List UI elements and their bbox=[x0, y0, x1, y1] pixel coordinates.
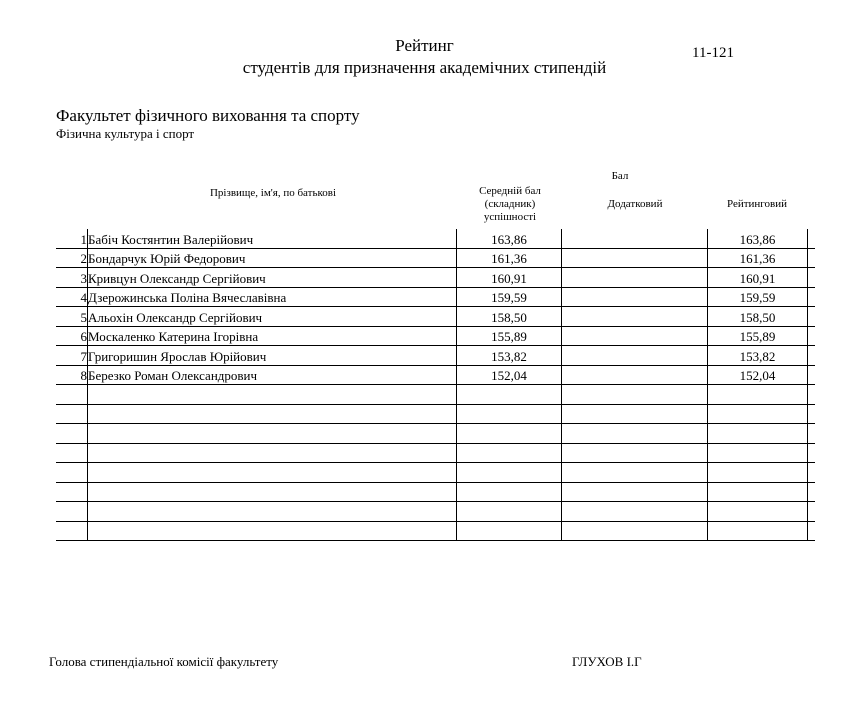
rating-score: 163,86 bbox=[708, 229, 808, 248]
table-row bbox=[56, 404, 815, 424]
row-end-cell bbox=[808, 502, 816, 522]
student-name bbox=[88, 482, 457, 502]
score-group-header: Бал bbox=[611, 170, 629, 182]
average-score: 159,59 bbox=[457, 287, 562, 307]
row-number: 7 bbox=[56, 346, 88, 366]
row-number bbox=[56, 463, 88, 483]
rating-score bbox=[708, 463, 808, 483]
additional-score bbox=[562, 365, 708, 385]
additional-score bbox=[562, 521, 708, 541]
table-row bbox=[56, 521, 815, 541]
average-score: 155,89 bbox=[457, 326, 562, 346]
table-row bbox=[56, 443, 815, 463]
table-row bbox=[56, 365, 815, 385]
commission-head-name: ГЛУХОВ І.Г bbox=[572, 654, 642, 669]
rating-score bbox=[708, 521, 808, 541]
rating-table bbox=[56, 229, 815, 541]
student-name: Москаленко Катерина Ігорівна bbox=[88, 326, 457, 346]
average-score: 163,86 bbox=[457, 229, 562, 248]
row-end-cell bbox=[808, 424, 816, 444]
average-score bbox=[457, 521, 562, 541]
student-name: Бондарчук Юрій Федорович bbox=[88, 248, 457, 268]
average-score: 161,36 bbox=[457, 248, 562, 268]
row-number bbox=[56, 502, 88, 522]
row-end-cell bbox=[808, 326, 816, 346]
table-row bbox=[56, 248, 815, 268]
additional-score bbox=[562, 268, 708, 288]
student-name bbox=[88, 424, 457, 444]
rating-score bbox=[708, 424, 808, 444]
additional-score bbox=[562, 248, 708, 268]
student-name bbox=[88, 385, 457, 405]
rating-score bbox=[708, 404, 808, 424]
rating-score bbox=[708, 502, 808, 522]
table-row bbox=[56, 307, 815, 327]
average-score bbox=[457, 502, 562, 522]
column-header-name: Прізвище, ім'я, по батькові bbox=[209, 187, 337, 199]
average-score bbox=[457, 404, 562, 424]
table-row bbox=[56, 424, 815, 444]
rating-score: 160,91 bbox=[708, 268, 808, 288]
row-number: 6 bbox=[56, 326, 88, 346]
student-name: Березко Роман Олександрович bbox=[88, 365, 457, 385]
table-row bbox=[56, 268, 815, 288]
row-number: 5 bbox=[56, 307, 88, 327]
rating-table-body bbox=[56, 229, 815, 541]
row-end-cell bbox=[808, 287, 816, 307]
row-number bbox=[56, 521, 88, 541]
column-header-rating: Рейтинговий bbox=[726, 198, 788, 210]
student-name: Альохін Олександр Сергійович bbox=[88, 307, 457, 327]
additional-score bbox=[562, 385, 708, 405]
document-subtitle: студентів для призначення академічних стипендій bbox=[242, 58, 607, 77]
document-title: Рейтинг bbox=[395, 36, 454, 55]
table-row bbox=[56, 346, 815, 366]
row-number: 8 bbox=[56, 365, 88, 385]
student-name bbox=[88, 404, 457, 424]
average-score: 160,91 bbox=[457, 268, 562, 288]
row-number bbox=[56, 424, 88, 444]
student-name: Григоришин Ярослав Юрійович bbox=[88, 346, 457, 366]
average-score bbox=[457, 482, 562, 502]
table-row bbox=[56, 482, 815, 502]
rating-score bbox=[708, 482, 808, 502]
row-number bbox=[56, 482, 88, 502]
student-name bbox=[88, 463, 457, 483]
additional-score bbox=[562, 229, 708, 248]
row-number: 3 bbox=[56, 268, 88, 288]
rating-score: 159,59 bbox=[708, 287, 808, 307]
average-score: 153,82 bbox=[457, 346, 562, 366]
row-end-cell bbox=[808, 443, 816, 463]
group-code: 11-121 bbox=[692, 45, 734, 61]
row-number: 1 bbox=[56, 229, 88, 248]
row-end-cell bbox=[808, 463, 816, 483]
row-number bbox=[56, 404, 88, 424]
rating-score bbox=[708, 385, 808, 405]
row-end-cell bbox=[808, 385, 816, 405]
student-name: Кривцун Олександр Сергійович bbox=[88, 268, 457, 288]
average-score: 158,50 bbox=[457, 307, 562, 327]
row-end-cell bbox=[808, 365, 816, 385]
additional-score bbox=[562, 307, 708, 327]
additional-score bbox=[562, 482, 708, 502]
rating-score: 152,04 bbox=[708, 365, 808, 385]
additional-score bbox=[562, 346, 708, 366]
rating-score: 158,50 bbox=[708, 307, 808, 327]
row-end-cell bbox=[808, 521, 816, 541]
row-end-cell bbox=[808, 307, 816, 327]
additional-score bbox=[562, 326, 708, 346]
row-number bbox=[56, 385, 88, 405]
column-header-average-line: успішності bbox=[483, 211, 537, 223]
table-row bbox=[56, 287, 815, 307]
additional-score bbox=[562, 404, 708, 424]
average-score: 152,04 bbox=[457, 365, 562, 385]
column-header-additional: Додатковий bbox=[607, 198, 663, 210]
column-header-average-line: Середній бал bbox=[479, 185, 541, 197]
row-number: 2 bbox=[56, 248, 88, 268]
student-name bbox=[88, 521, 457, 541]
rating-score bbox=[708, 443, 808, 463]
table-row bbox=[56, 502, 815, 522]
table-row bbox=[56, 463, 815, 483]
row-number: 4 bbox=[56, 287, 88, 307]
average-score bbox=[457, 424, 562, 444]
rating-score: 161,36 bbox=[708, 248, 808, 268]
additional-score bbox=[562, 463, 708, 483]
average-score bbox=[457, 463, 562, 483]
column-header-average bbox=[458, 185, 562, 224]
faculty-name: Факультет фізичного виховання та спорту bbox=[56, 106, 360, 125]
average-score bbox=[457, 443, 562, 463]
row-end-cell bbox=[808, 346, 816, 366]
additional-score bbox=[562, 287, 708, 307]
table-row bbox=[56, 326, 815, 346]
additional-score bbox=[562, 424, 708, 444]
row-number bbox=[56, 443, 88, 463]
specialty-name: Фізична культура і спорт bbox=[56, 126, 195, 141]
student-name: Дзерожинська Поліна Вячеславівна bbox=[88, 287, 457, 307]
average-score bbox=[457, 385, 562, 405]
additional-score bbox=[562, 443, 708, 463]
row-end-cell bbox=[808, 404, 816, 424]
student-name: Бабіч Костянтин Валерійович bbox=[88, 229, 457, 248]
table-row bbox=[56, 229, 815, 248]
row-end-cell bbox=[808, 229, 816, 248]
row-end-cell bbox=[808, 248, 816, 268]
row-end-cell bbox=[808, 268, 816, 288]
rating-score: 153,82 bbox=[708, 346, 808, 366]
additional-score bbox=[562, 502, 708, 522]
row-end-cell bbox=[808, 482, 816, 502]
table-row bbox=[56, 385, 815, 405]
student-name bbox=[88, 502, 457, 522]
column-header-average-line: (складник) bbox=[484, 198, 536, 210]
student-name bbox=[88, 443, 457, 463]
commission-head-label: Голова стипендіальної комісії факультету bbox=[49, 654, 279, 669]
rating-score: 155,89 bbox=[708, 326, 808, 346]
